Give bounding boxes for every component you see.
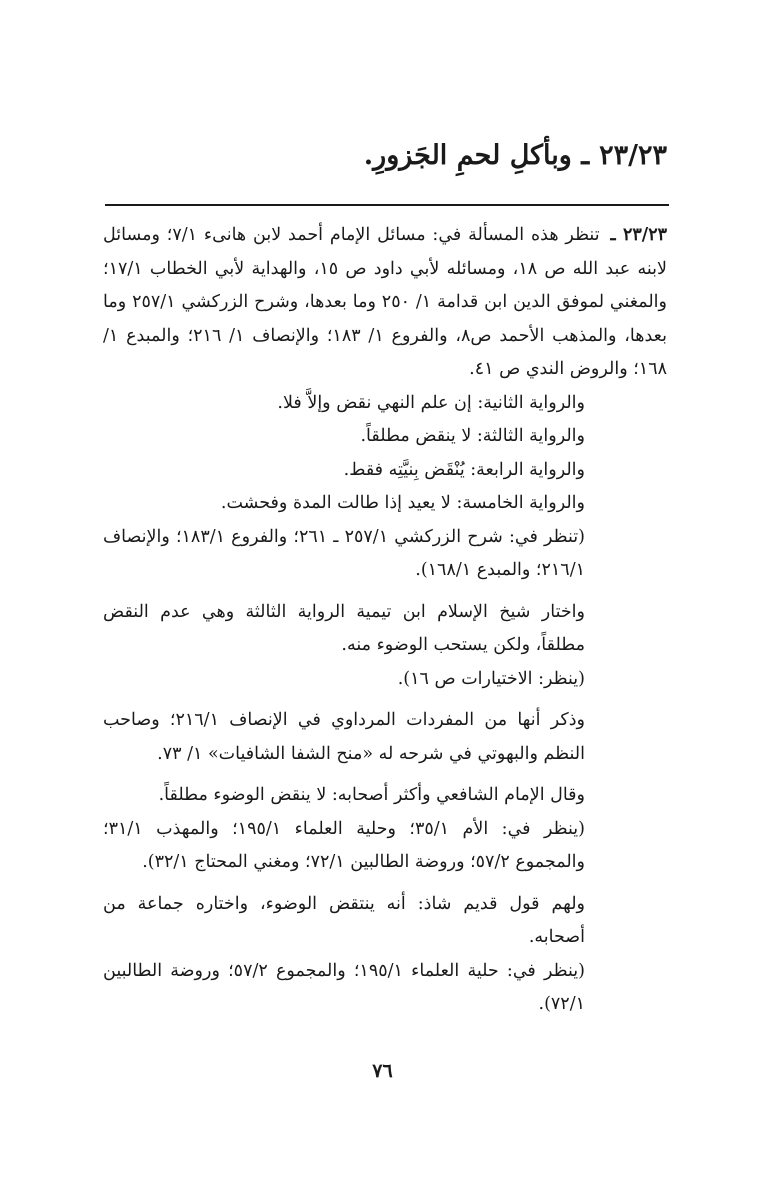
heading-number: ٢٣/٢٣ bbox=[599, 140, 667, 171]
paragraph-old-opinion-references: (ينظر في: حلية العلماء ١٩٥/١؛ والمجموع ٥٧/٢؛ وروضة الطالبين ٧٢/١). bbox=[103, 960, 585, 1014]
paragraph-old-opinion: ولهم قول قديم شاذ: أنه ينتقض الوضوء، واختاره جماعة من أصحابه. bbox=[103, 893, 585, 947]
paragraph-ikhtiyarat-reference: (ينظر: الاختيارات ص ١٦). bbox=[397, 668, 585, 689]
paragraph-ibn-taymiyya: واختار شيخ الإسلام ابن تيمية الرواية الثالثة وهي عدم النقض مطلقاً، ولكن يستحب الوضوء منه. bbox=[103, 601, 585, 655]
paragraph-mufradat: وذكر أنها من المفردات المرداوي في الإنصاف ٢١٦/١؛ وصاحب النظم والبهوتي في شرحه له «منح الشفا الشافيات» ١/ ٧٣. bbox=[103, 710, 585, 764]
footnote-number: ٢٣/٢٣ ـ bbox=[610, 225, 667, 245]
footnote-sources-text: تنظر هذه المسألة في: مسائل الإمام أحمد لابن هانىء ٧/١؛ ومسائل لابنه عبد الله ص ١٨، ومسائله لأبي داود ص ١٥، والهداية لأبي الخطاب ١٧/١؛ والمغني لموفق الدين ابن قدامة ١/ ٢٥٠ وما بعدها، وشرح الزركشي ٢٥٧/١ وما بعدها، والمذهب الأحمد ص٨، والفروع ١/ ١٨٣؛ والإنصاف ١/ ٢١٦؛ والمبدع ١/ ١٦٨؛ والروض الندي ص ٤١. bbox=[103, 225, 667, 379]
heading-text: ـ وبأكلِ لحمِ الجَزورِ. bbox=[363, 140, 590, 171]
paragraph-shafii-opinion: وقال الإمام الشافعي وأكثر أصحابه: لا ينقض الوضوء مطلقاً. bbox=[158, 785, 585, 805]
paragraph-shafii-references: (ينظر في: الأم ٣٥/١؛ وحلية العلماء ١٩٥/١؛ والمهذب ٣١/١؛ والمجموع ٥٧/٢؛ وروضة الطالبين ٧٢/١؛ ومغني المحتاج ٣٢/١). bbox=[103, 818, 585, 872]
paragraph-third-narration: والرواية الثالثة: لا ينقض مطلقاً. bbox=[360, 426, 585, 446]
footnote-body bbox=[103, 219, 667, 1022]
paragraph-fifth-narration: والرواية الخامسة: لا يعيد إذا طالت المدة وفحشت. bbox=[220, 493, 585, 513]
paragraph-narration-references: (تنظر في: شرح الزركشي ٢٥٧/١ ـ ٢٦١؛ والفروع ١٨٣/١؛ والإنصاف ٢١٦/١؛ والمبدع ١٦٨/١). bbox=[103, 526, 585, 580]
section-heading bbox=[364, 140, 667, 172]
paragraph-second-narration: والرواية الثانية: إن علم النهي نقض وإلاَّ فلا. bbox=[277, 392, 585, 413]
heading-divider bbox=[105, 204, 669, 206]
footnote-first-paragraph bbox=[103, 219, 667, 387]
paragraph-fourth-narration: والرواية الرابعة: يُنْقَض بِنيَّتِه فقط. bbox=[343, 459, 585, 480]
page-number: ٧٦ bbox=[372, 1060, 393, 1082]
